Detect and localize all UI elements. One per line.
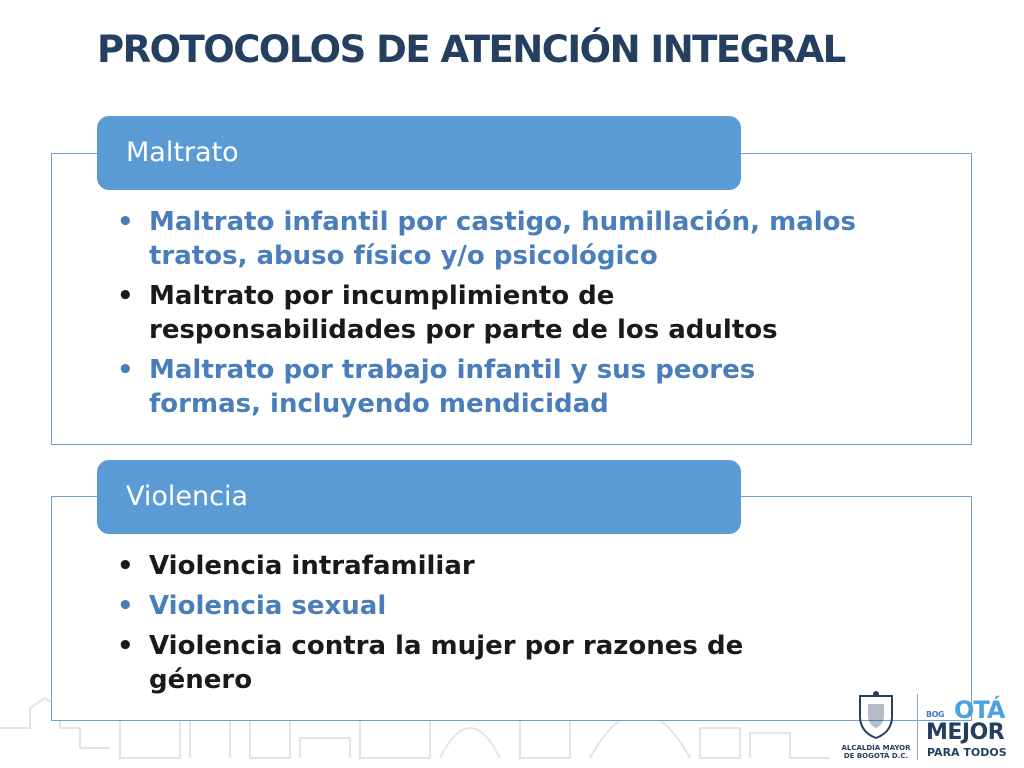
list-item <box>117 279 917 347</box>
list-item-line2: formas, incluyendo mendicidad <box>149 389 609 419</box>
list-item <box>117 353 917 421</box>
bullet-icon: • <box>117 631 134 661</box>
list-item-line2: tratos, abuso físico y/o psicológico <box>149 241 658 271</box>
alcaldia-line1: ALCALDÍA MAYOR <box>841 744 911 752</box>
mejor-text: MEJOR <box>926 720 1005 745</box>
bogota-big-text: OTÁ <box>954 696 1005 724</box>
list-item <box>117 549 917 583</box>
bullet-icon: • <box>117 591 134 621</box>
maltrato-heading-tab: Maltrato <box>97 116 741 190</box>
bullet-icon: • <box>117 281 134 311</box>
violencia-heading-tab: Violencia <box>97 460 741 534</box>
list-item-line1: Violencia sexual <box>149 591 387 621</box>
alcaldia-line2: DE BOGOTÁ D.C. <box>843 752 909 760</box>
list-item-line1: Maltrato infantil por castigo, humillación, malos <box>149 207 856 237</box>
list-item-line1: Violencia intrafamiliar <box>149 551 475 581</box>
list-item-line2: responsabilidades por parte de los adultos <box>149 315 778 345</box>
violencia-list <box>117 549 917 703</box>
page-title: PROTOCOLOS DE ATENCIÓN INTEGRAL <box>97 28 845 71</box>
list-item-line2: género <box>149 665 253 695</box>
bullet-icon: • <box>117 551 134 581</box>
alcaldia-logo <box>838 690 914 762</box>
bogota-mejor-logo <box>924 694 1020 764</box>
list-item-line1: Maltrato por trabajo infantil y sus peores <box>149 355 756 385</box>
list-item <box>117 629 917 697</box>
list-item-line1: Violencia contra la mujer por razones de <box>149 631 744 661</box>
maltrato-list <box>117 205 917 427</box>
bogota-small-text: BOG <box>926 710 944 719</box>
para-todos-text: PARA TODOS <box>927 746 1007 759</box>
list-item <box>117 205 917 273</box>
coat-of-arms-icon <box>838 690 914 740</box>
bullet-icon: • <box>117 355 134 385</box>
bullet-icon: • <box>117 207 134 237</box>
list-item <box>117 589 917 623</box>
list-item-line1: Maltrato por incumplimiento de <box>149 281 615 311</box>
logo-divider <box>917 694 918 760</box>
